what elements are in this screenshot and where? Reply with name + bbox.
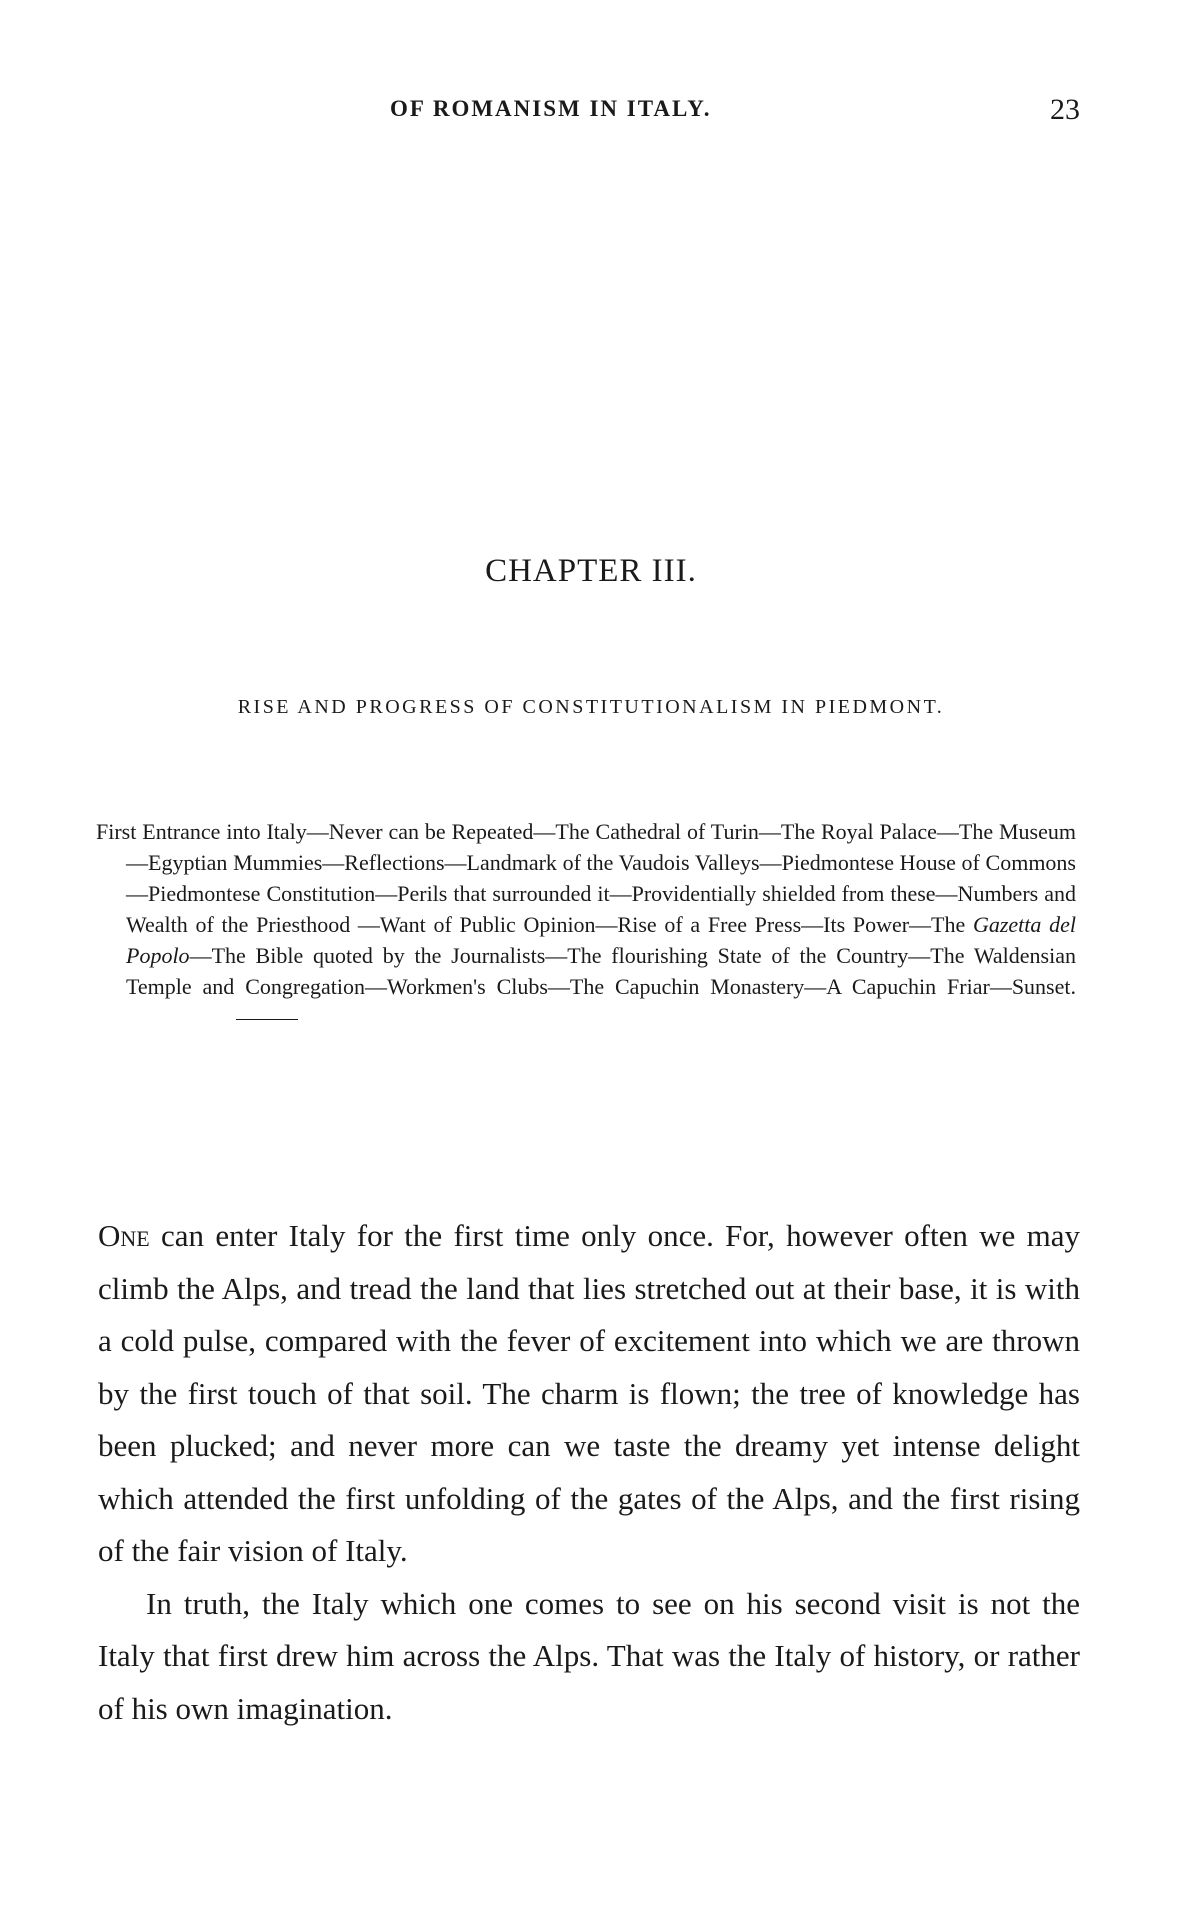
chapter-subtitle: RISE AND PROGRESS OF CONSTITUTIONALISM IN PIEDMONT. [237, 696, 945, 718]
body-paragraph-2: In truth, the Italy which one comes to see on his second visit is not the Italy that first drew him across the Alps. That was the Italy of history, or rather of his own imagination. [98, 1585, 1080, 1726]
paragraph-1-text: can enter Italy for the first time only once. For, however often we may climb the Alps, and tread the land that lies stretched out at their base, it is with a cold pulse, compared with the fever of excitement into which we are thrown by the first touch of that soil. The charm is flown; the tree of knowledge has been plucked; and never more can we taste the dreamy yet intense delight which attended the first unfolding of the gates of the Alps, and the first rising of the fair vision of Italy. [98, 1218, 1080, 1568]
synopsis-end-rule [236, 1019, 298, 1020]
running-title: OF ROMANISM IN ITALY. [390, 96, 712, 121]
page-number: 23 [1050, 93, 1080, 126]
synopsis-italic-title: Gazetta del Popolo [126, 912, 1076, 968]
synopsis-text-part2: —The Bible quoted by the Journalists—The flourishing State of the Country—The Waldensian Temple and Congregation—Workmen's Clubs—The Capuchin Monastery—A Capuchin Friar—Sunset. [126, 943, 1076, 999]
chapter-synopsis [96, 816, 1076, 1033]
synopsis-text-part1: First Entrance into Italy—Never can be Repeated—The Cathedral of Turin—The Royal Palace—The Museum—Egyptian Mummies—Reflections—Landmark of the Vaudois Valleys—Piedmontese House of Commons—Piedmontese Constitution—Perils that surrounded it—Providentially shielded from these—Numbers and Wealth of the Priesthood —Want of Public Opinion—Rise of a Free Press—Its Power—The [96, 819, 1076, 937]
synopsis-paragraph [96, 816, 1076, 1033]
body-paragraph-1 [98, 1210, 1080, 1578]
chapter-heading: CHAPTER III. [485, 553, 697, 589]
opening-word: One [98, 1218, 150, 1253]
body-text [98, 1210, 1080, 1735]
running-head [100, 93, 1080, 132]
